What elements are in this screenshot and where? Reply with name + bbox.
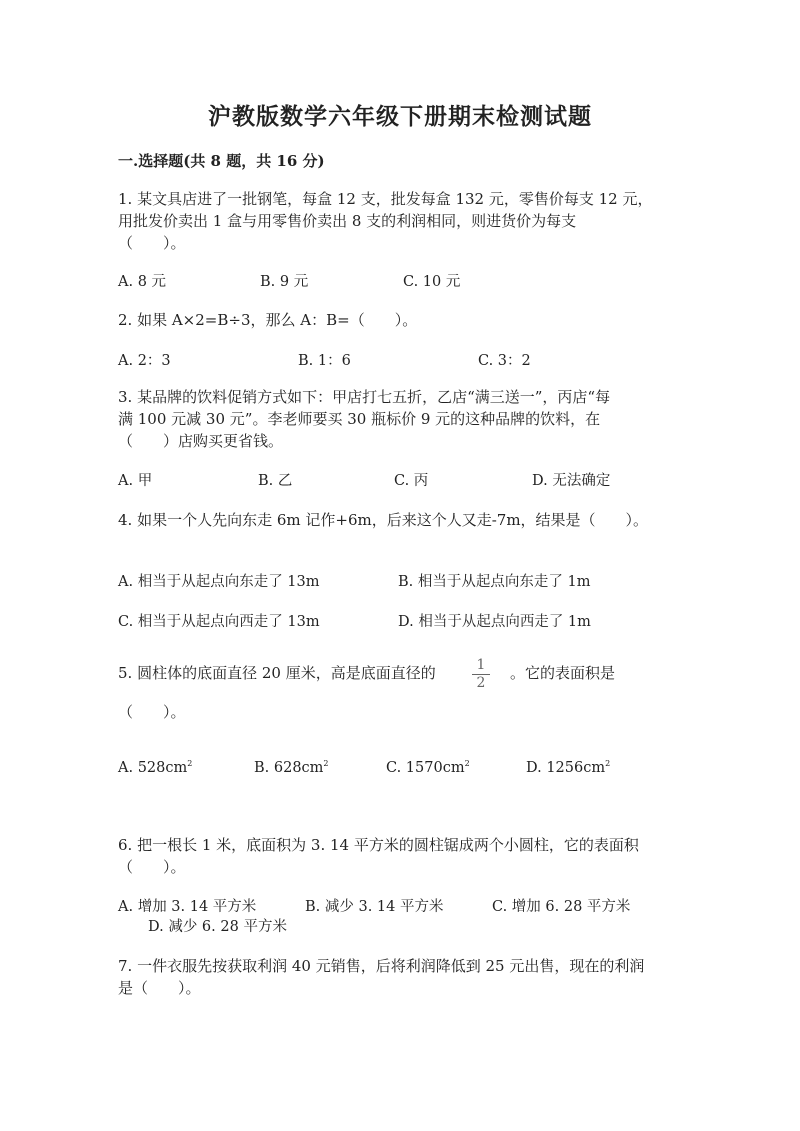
q3-option-d[interactable]: D. 无法确定 bbox=[532, 473, 611, 489]
q6-option-c[interactable]: C. 增加 6. 28 平方米 bbox=[492, 899, 631, 915]
q6-option-b[interactable]: B. 减少 3. 14 平方米 bbox=[305, 899, 444, 915]
q2-option-a[interactable]: A. 2：3 bbox=[118, 353, 171, 369]
question-5-text: 5. 圆柱体的底面直径 20 厘米，高是底面直径的 bbox=[118, 664, 436, 682]
question-5-text-cont: 。它的表面积是 bbox=[510, 664, 616, 682]
question-1-text: 1. 某文具店进了一批钢笔，每盒 12 支，批发每盒 132 元，零售价每支 12 元， 用批发价卖出 1 盒与用零售价卖出 8 支的利润相同，则进货价为每支 （ ）。 bbox=[118, 190, 653, 252]
q3-option-c[interactable]: C. 丙 bbox=[394, 473, 429, 489]
q5-option-b[interactable]: B. $628cm^2$ bbox=[254, 759, 329, 776]
question-4-text: 4. 如果一个人先向东走 6m 记作+6m，后来这个人又走-7m，结果是（ ）。 bbox=[118, 511, 649, 529]
q3-option-b[interactable]: B. 乙 bbox=[258, 473, 293, 489]
q4-option-d[interactable]: D. 相当于从起点向西走了 1m bbox=[398, 614, 591, 630]
q4-option-a[interactable]: A. 相当于从起点向东走了 13m bbox=[118, 574, 320, 590]
q2-option-b[interactable]: B. 1：6 bbox=[298, 353, 351, 369]
q3-option-a[interactable]: A. 甲 bbox=[118, 473, 153, 489]
q1-option-c[interactable]: C. 10 元 bbox=[403, 274, 461, 290]
q1-option-b[interactable]: B. 9 元 bbox=[260, 274, 309, 290]
page-title: 沪教版数学六年级下册期末检测试题 bbox=[208, 103, 592, 130]
q2-option-c[interactable]: C. 3：2 bbox=[478, 353, 531, 369]
q6-option-d[interactable]: D. 减少 6. 28 平方米 bbox=[148, 919, 287, 935]
question-2-text: 2. 如果 A×2=B÷3，那么 A：B=（ ）。 bbox=[118, 311, 418, 329]
question-3-text: 3. 某品牌的饮料促销方式如下：甲店打七五折，乙店“满三送一”，丙店“每 满 100 元减 30 元”。李老师要买 30 瓶标价 9 元的这种品牌的饮料，在 （ ）店购买更省钱。 bbox=[118, 388, 611, 450]
fraction-one-half: 1 2 bbox=[472, 658, 490, 691]
q6-option-a[interactable]: A. 增加 3. 14 平方米 bbox=[118, 899, 257, 915]
q5-option-a[interactable]: A. $528cm^2$ bbox=[118, 759, 193, 776]
q4-option-c[interactable]: C. 相当于从起点向西走了 13m bbox=[118, 614, 320, 630]
section-heading: 一.选择题(共 8 题，共 16 分) bbox=[118, 152, 325, 170]
q4-option-b[interactable]: B. 相当于从起点向东走了 1m bbox=[398, 574, 591, 590]
question-7-text: 7. 一件衣服先按获取利润 40 元销售，后将利润降低到 25 元出售，现在的利润 是（ ）。 bbox=[118, 957, 645, 997]
question-5-paren: （ ）。 bbox=[118, 703, 186, 721]
q5-option-d[interactable]: D. $1256cm^2$ bbox=[526, 759, 611, 776]
q1-option-a[interactable]: A. 8 元 bbox=[118, 274, 167, 290]
q5-option-c[interactable]: C. $1570cm^2$ bbox=[386, 759, 470, 776]
question-6-text: 6. 把一根长 1 米，底面积为 3. 14 平方米的圆柱锯成两个小圆柱，它的表面积 （ ）。 bbox=[118, 836, 639, 876]
